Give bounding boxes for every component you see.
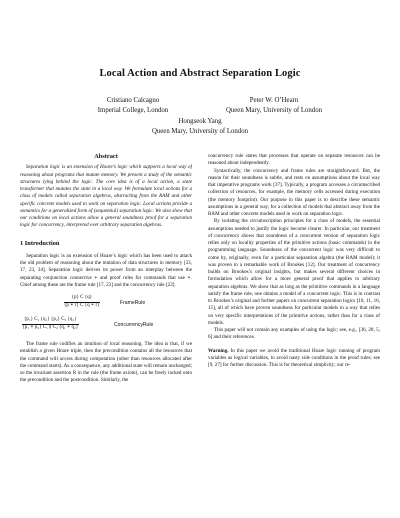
paragraph: This paper will not contain any examples of using the logic; see, e.g., [36, 28, 5, 6] and their references. — [208, 327, 380, 341]
section-heading: 1 Introduction — [20, 239, 60, 247]
right-column — [208, 153, 380, 503]
rule-conclusion: {p ∗ r} C {q ∗ r} — [64, 303, 100, 308]
author-name: Hongseok Yang — [178, 118, 222, 125]
paragraph: The frame rule codifies an intuition of local reasoning. The idea is that, if we establish a given Hoare triple, then the precondition contains all the resources that the command will access during computation (other than resources allocated after the command starts). As a consequence, any additional state will remain unchanged; so the invariant assertion R in the rule (the frame axiom), can be freely tacked onto the precondition and the postcondition. Similarly, the — [20, 341, 192, 384]
proof-rules — [20, 293, 192, 337]
author-name: Peter W. O’Hearn — [249, 97, 299, 104]
abstract-heading: Abstract — [94, 153, 118, 160]
rule-conclusion: {p₁ ∗ p₂} C₁ ∥ C₂ {q₁ ∗ q₂} — [22, 325, 79, 330]
author-affiliation: Imperial College, London — [97, 106, 169, 114]
author-block-1 — [78, 96, 188, 115]
rule-premise: {p} C {q} — [64, 295, 100, 303]
author-block-2 — [214, 96, 334, 115]
paper-title: Local Action and Abstract Separation Logic — [99, 68, 301, 79]
rule-premise: {p₁} C₁ {q₁} {p₂} C₂ {q₂} — [22, 317, 79, 325]
abstract-text: Separation logic is an extension of Hoare’s logic which supports a local way of reasoning about programs that mutate memory. We present a study of the semantic structures lying behind the logic. The core idea is of a local action, a state transformer that mutates the state in a local way. We formulate local actions for a class of models called separation algebras, abstracting from the RAM and other specific concrete models used in work on separation logic. Local actions provide a semantics for a generalized form of (sequential) separation logic. We also show that our conditions on local actions allow a general soundness proof for a separation logic for concurrency, interpreted over arbitrary separation algebras. — [20, 164, 192, 229]
frame-rule — [64, 295, 100, 309]
warning-text: In this paper we avoid the traditional Hoare logic running of program variables as logical variables, to avoid nasty side conditions in the proof rules; see [9, 27] for further discussion. This is for theoretical simplicity; our re- — [208, 347, 380, 368]
warning-label: Warning. — [208, 347, 229, 354]
author-block-3 — [125, 117, 275, 136]
concurrency-rule — [22, 317, 79, 331]
paragraph: By isolating the circumscription principles for a class of models, the essential assumptions needed to justify the logic become clearer. In particular, our treatment of concurrency shows that soundness of a concurrent version of separation logic relies only on locality properties of the primitive actions (basic commands) in the programming language. Soundness of the concurrent logic was very difficult to come by, originally, even for a particular separation algebra (the RAM model); it was proven in a remarkable work of Brookes [12]. Our treatment of concurrency builds on Brookes’s original insights, but makes several different choices in formulation which allow for a more general proof that applies to arbitrary separation algebras. We show that as long as the primitive commands in a language satisfy the frame rule, one obtains a model of a concurrent logic. This is in contrast to Brookes’s original and further papers on concurrent separation logics [10, 11, 16, 15], all of which have proven soundness for particular models in a way that relies on very specific interpretations of the primitive actions, rather than for a class of models. — [208, 218, 380, 326]
paragraph: concurrency rule states that processes that operate on separate resources can be reasoned about independently. — [208, 153, 380, 167]
rule-name: FrameRule — [120, 300, 146, 306]
paragraph: Separation logic is an extension of Hoare’s logic which has been used to attack the old problem of reasoning about the mutation of data structures in memory [33, 17, 23, 34]. Separation logic derives its power from an interplay between the separating conjunction connective ∗ and proof rules for commands that use ∗. Chief among these are the frame rule [17, 23] and the concurrency rule [22]. — [20, 252, 192, 288]
author-affiliation: Queen Mary, University of London — [151, 127, 249, 135]
author-affiliation: Queen Mary, University of London — [225, 106, 323, 114]
author-name: Cristiano Calcagno — [106, 97, 160, 104]
left-column — [20, 153, 192, 503]
rule-name: ConcurrencyRule — [114, 322, 154, 328]
warning-paragraph — [208, 348, 380, 370]
paragraph: Syntactically, the concurrency and frame rules are straightforward. But, the reason for their soundness is subtle, and rests on assumptions about the local way that imperative programs work [37]. Typically, a program accesses a circumscribed collection of resources, for example, the memory cells accessed during execution (the memory footprint). Our purpose in this paper is to describe these semantic assumptions in a general way, for a collection of models that abstract away from the RAM and other concrete models used in work on separation logic. — [208, 167, 380, 217]
